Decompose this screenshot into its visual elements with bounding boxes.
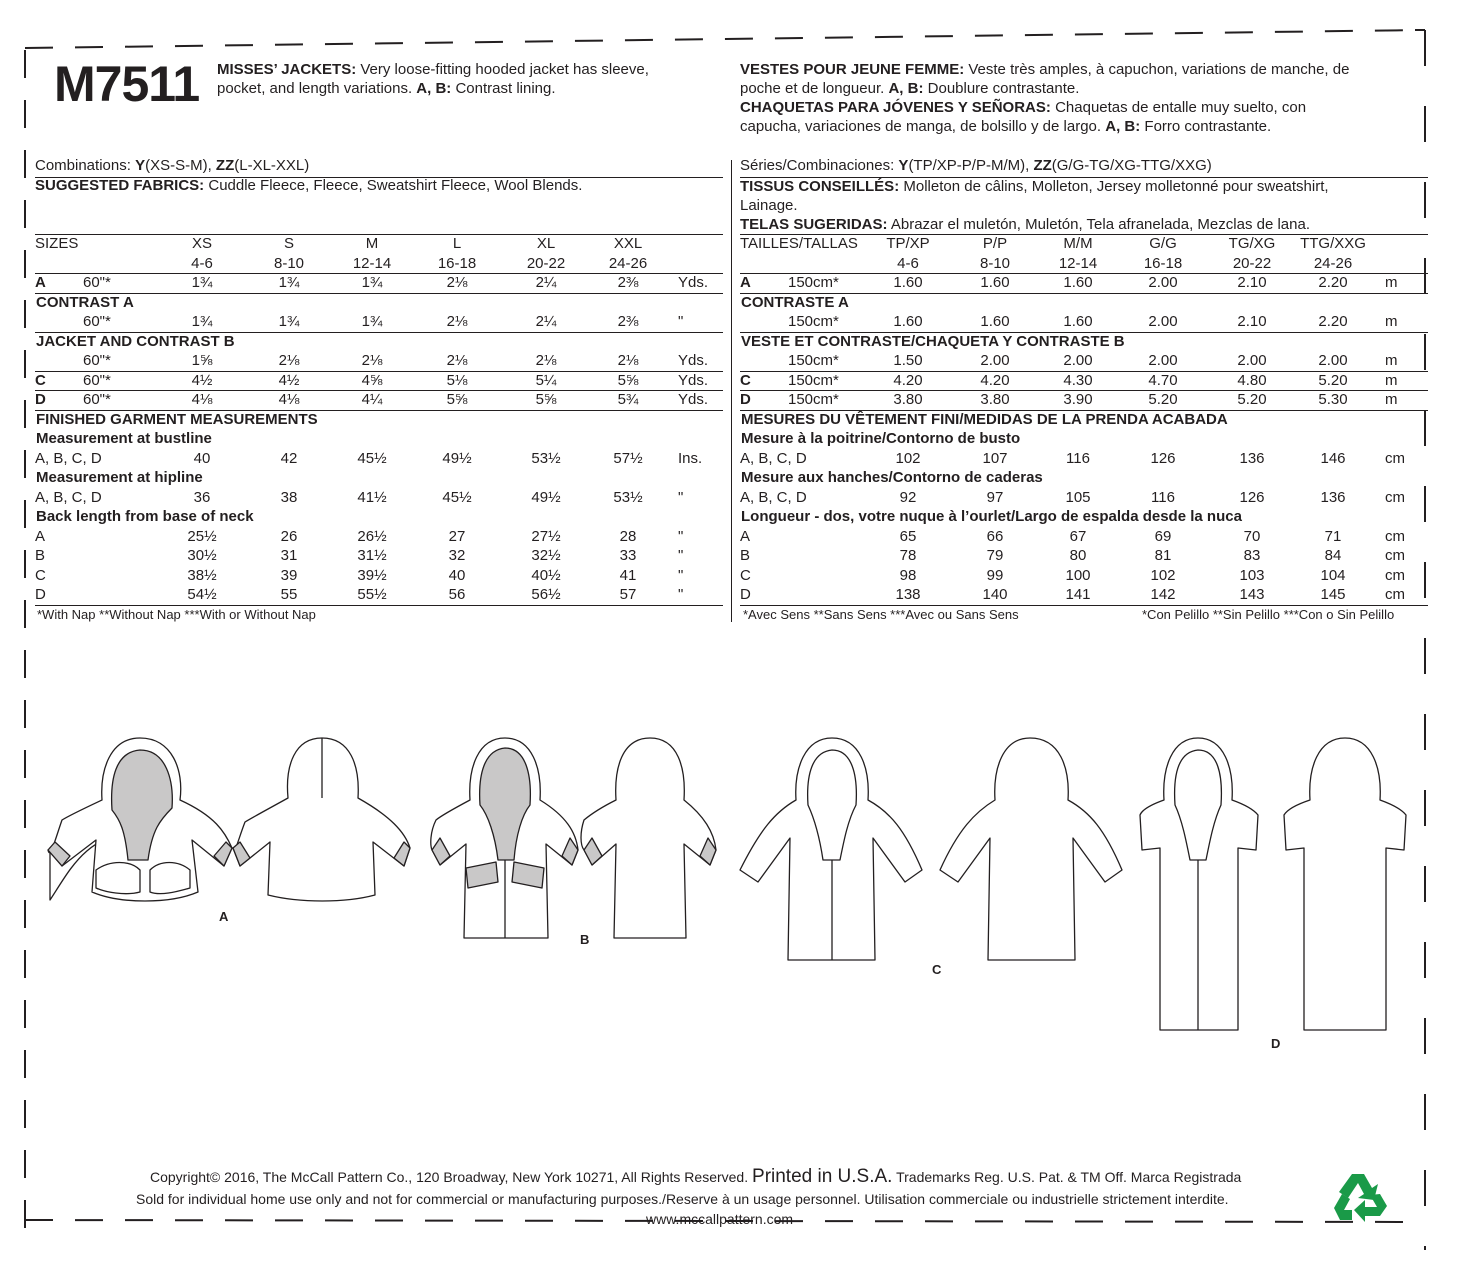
size-name: XXL xyxy=(613,235,643,252)
combo-zz: ZZ xyxy=(215,157,235,174)
view-b-back xyxy=(581,738,716,938)
header-fr-ab-label: A, B: xyxy=(888,80,924,97)
unit: cm xyxy=(1385,449,1405,467)
table-cell: 145 xyxy=(1320,586,1346,603)
unit: Ins. xyxy=(678,449,703,467)
size-range: 8-10 xyxy=(273,254,305,272)
table-cell: 40½ xyxy=(531,566,561,584)
view-label-a: A xyxy=(219,909,229,924)
table-cell: 49½ xyxy=(531,488,561,506)
table-cell: 104 xyxy=(1320,566,1346,584)
header-en-title: MISSES’ JACKETS: xyxy=(217,61,357,78)
combinations-en xyxy=(35,157,309,174)
table-cell: 4⅛ xyxy=(278,391,300,408)
table-cell: 2⅛ xyxy=(446,274,468,291)
table-cell: 140 xyxy=(982,586,1008,603)
table-cell: 4½ xyxy=(191,371,213,389)
table-cell: 100 xyxy=(1065,566,1091,584)
header-en-desc: Very loose-fitting hooded jacket has sleeve, xyxy=(360,61,649,78)
table-cell: 3.90 xyxy=(1063,391,1093,408)
size-range: 20-22 xyxy=(526,254,566,272)
size-name: TG/XG xyxy=(1228,235,1276,252)
fabrics-es-text: Abrazar el muletón, Muletón, Tela afranelada, Mezclas de lana. xyxy=(890,216,1310,233)
combinations-fr xyxy=(740,157,1212,174)
table-cell: 2.00 xyxy=(980,352,1010,369)
unit: " xyxy=(678,313,684,330)
fabrics-en-label: SUGGESTED FABRICS: xyxy=(35,177,205,194)
table-cell: 142 xyxy=(1150,586,1176,603)
table-cell: 97 xyxy=(986,488,1004,506)
header-es-desc2: capucha, variaciones de manga, de bolsillo y de largo. xyxy=(740,118,1102,135)
table-cell: 25½ xyxy=(187,527,217,545)
table-cell: 4.80 xyxy=(1237,371,1267,389)
table-cell: 56 xyxy=(448,586,466,603)
table-cell: 5¾ xyxy=(617,391,639,408)
table-cell: 3.80 xyxy=(980,391,1010,408)
table-cell: 41 xyxy=(619,566,637,584)
footer-line1 xyxy=(150,1166,1241,1188)
sizes-label: SIZES xyxy=(35,235,79,252)
unit: " xyxy=(678,488,684,506)
table-cell: 2.00 xyxy=(1063,352,1093,369)
fabric-width: 60"* xyxy=(83,274,111,291)
table-cell: 81 xyxy=(1154,547,1172,564)
copyright-text: Copyright© 2016, The McCall Pattern Co., 120 Broadway, New York 10271, All Rights Reserved. xyxy=(150,1169,749,1185)
fabric-width: 150cm* xyxy=(788,313,839,330)
table-cell: 27 xyxy=(448,527,466,545)
table-cell: 2¼ xyxy=(535,313,557,330)
table-cell: 1.60 xyxy=(893,313,923,330)
table-cell: 30½ xyxy=(187,547,217,564)
table-cell: 5⅝ xyxy=(535,391,557,408)
header-es-desc: Chaquetas de entalle muy suelto, con xyxy=(1055,99,1307,116)
table-cell: 57½ xyxy=(613,449,643,467)
combo-y-sizes: (XS-S-M), xyxy=(145,157,212,174)
table-cell: 1.60 xyxy=(1063,313,1093,330)
unit: Yds. xyxy=(678,352,709,369)
table-cell: 56½ xyxy=(531,586,561,603)
rule xyxy=(740,605,1428,606)
printed-in: Printed in U.S.A. xyxy=(752,1166,893,1187)
table-cell: 65 xyxy=(899,527,917,545)
table-cell: 4.70 xyxy=(1148,371,1178,389)
size-name: TTG/XXG xyxy=(1300,235,1366,252)
table-cell: 49½ xyxy=(442,449,472,467)
size-name: G/G xyxy=(1149,235,1177,252)
subsection-heading: Measurement at bustline xyxy=(36,430,212,447)
section-heading: VESTE ET CONTRASTE/CHAQUETA Y CONTRASTE B xyxy=(741,332,1125,350)
table-cell: 98 xyxy=(899,566,917,584)
table-cell: 2⅛ xyxy=(361,352,383,369)
combo-fr-zz: ZZ xyxy=(1033,157,1052,174)
table-cell: 107 xyxy=(982,449,1008,467)
table-cell: 1.60 xyxy=(1063,274,1093,291)
size-name: XS xyxy=(191,235,212,252)
table-cell: 67 xyxy=(1069,527,1087,545)
unit: cm xyxy=(1385,488,1405,506)
view-c-front xyxy=(740,738,922,960)
table-cell: 26½ xyxy=(357,527,387,545)
table-cell: 126 xyxy=(1239,488,1265,506)
header-es-ab-text: Forro contrastante. xyxy=(1144,118,1272,135)
table-cell: 84 xyxy=(1324,547,1342,564)
table-cell: 102 xyxy=(1150,566,1176,584)
size-name: P/P xyxy=(982,235,1008,252)
header-fr-desc: Veste très amples, à capuchon, variations de manche, de xyxy=(968,61,1350,78)
fabrics-en-text: Cuddle Fleece, Fleece, Sweatshirt Fleece, Wool Blends. xyxy=(208,177,583,194)
section-heading: CONTRAST A xyxy=(36,293,134,311)
table-cell: 45½ xyxy=(357,449,387,467)
unit: m xyxy=(1385,352,1398,369)
view-label-c: C xyxy=(932,962,942,977)
table-cell: 5¼ xyxy=(535,371,557,389)
view-label-d: D xyxy=(1271,1036,1281,1051)
table-cell: 136 xyxy=(1239,449,1265,467)
table-cell: 71 xyxy=(1324,527,1342,545)
row-label: B xyxy=(740,547,751,564)
table-cell: 103 xyxy=(1239,566,1265,584)
combo-fr-y: Y xyxy=(898,157,909,174)
combo-fr-zz-sizes: (G/G-TG/XG-TTG/XXG) xyxy=(1051,157,1212,174)
table-cell: 31 xyxy=(280,547,298,564)
row-label: C xyxy=(35,371,46,389)
table-cell: 102 xyxy=(895,449,921,467)
row-label: A, B, C, D xyxy=(35,449,102,467)
row-label: D xyxy=(35,391,46,408)
size-range: 16-18 xyxy=(1143,254,1183,272)
fabric-width: 60"* xyxy=(83,352,111,369)
table-cell: 126 xyxy=(1150,449,1176,467)
table-cell: 38½ xyxy=(187,566,217,584)
table-cell: 36 xyxy=(193,488,211,506)
subsection-heading: Back length from base of neck xyxy=(36,508,254,525)
footer-line2: Sold for individual home use only and not for commercial or manufacturing purposes./Reserve à un usage personnel. Utilisation commerciale ou industrielle strictement interdite. xyxy=(136,1191,1229,1207)
table-cell: 5.20 xyxy=(1148,391,1178,408)
table-cell: 1.50 xyxy=(893,352,923,369)
unit: cm xyxy=(1385,547,1405,564)
header-en-ab-text: Contrast lining. xyxy=(455,80,556,97)
fabric-width: 60"* xyxy=(83,391,111,408)
table-cell: 70 xyxy=(1243,527,1261,545)
table-cell: 1.60 xyxy=(980,313,1010,330)
section-heading: FINISHED GARMENT MEASUREMENTS xyxy=(36,410,318,428)
size-range: 24-26 xyxy=(1313,254,1353,272)
row-label: C xyxy=(740,566,751,584)
unit: m xyxy=(1385,391,1398,408)
table-cell: 1¾ xyxy=(278,313,300,330)
table-cell: 45½ xyxy=(442,488,472,506)
table-cell: 55½ xyxy=(357,586,387,603)
row-label: A, B, C, D xyxy=(740,449,807,467)
combo-y: Y xyxy=(135,157,146,174)
view-b-front xyxy=(431,738,578,938)
table-cell: 2⅛ xyxy=(446,352,468,369)
column-divider xyxy=(731,160,732,622)
row-label: A, B, C, D xyxy=(740,488,807,506)
view-d-front xyxy=(1140,738,1258,1030)
combo-zz-sizes: (L-XL-XXL) xyxy=(234,157,310,174)
unit: cm xyxy=(1385,566,1405,584)
view-a-back xyxy=(233,738,410,901)
website-link[interactable]: www.mccallpattern.com xyxy=(646,1211,794,1227)
table-cell: 38 xyxy=(280,488,298,506)
row-label: A xyxy=(740,527,751,545)
unit: " xyxy=(678,566,684,584)
table-cell: 39 xyxy=(280,566,298,584)
footnote-es: *Con Pelillo **Sin Pelillo ***Con o Sin Pelillo xyxy=(1142,607,1395,622)
row-label: A xyxy=(740,274,751,291)
table-cell: 5⅛ xyxy=(446,371,468,389)
pattern-number: M7511 xyxy=(54,56,200,112)
table-cell: 2⅜ xyxy=(617,313,639,330)
header-es-title: CHAQUETAS PARA JÓVENES Y SEÑORAS: xyxy=(740,99,1051,116)
combo-fr-y-sizes: (TP/XP-P/P-M/M), xyxy=(908,157,1030,174)
size-range: 24-26 xyxy=(608,254,648,272)
table-cell: 4½ xyxy=(278,371,300,389)
table-cell: 39½ xyxy=(357,566,387,584)
table-cell: 2.20 xyxy=(1318,274,1348,291)
header-fr-desc2: poche et de longueur. xyxy=(740,80,885,97)
table-cell: 40 xyxy=(193,449,211,467)
unit: " xyxy=(678,547,684,564)
table-cell: 26 xyxy=(280,527,298,545)
table-cell: 4.20 xyxy=(980,371,1010,389)
table-cell: 4¼ xyxy=(361,391,383,408)
table-cell: 2.00 xyxy=(1148,274,1178,291)
table-cell: 2⅛ xyxy=(535,352,557,369)
table-cell: 136 xyxy=(1320,488,1346,506)
fabrics-fr-text2: Lainage. xyxy=(740,197,798,214)
table-cell: 2⅜ xyxy=(617,274,639,291)
size-range: 4-6 xyxy=(191,254,213,272)
table-cell: 4⅝ xyxy=(361,371,383,389)
fabrics-fr-text: Molleton de câlins, Molleton, Jersey molletonné pour sweatshirt, xyxy=(903,178,1329,195)
table-cell: 41½ xyxy=(357,488,387,506)
table-cell: 83 xyxy=(1243,547,1261,564)
table-cell: 2¼ xyxy=(535,274,557,291)
table-cell: 1¾ xyxy=(278,274,300,291)
footnote-en: *With Nap **Without Nap ***With or Without Nap xyxy=(37,607,316,622)
subsection-heading: Mesure aux hanches/Contorno de caderas xyxy=(741,469,1043,486)
view-label-b: B xyxy=(580,932,590,947)
table-cell: 4⅛ xyxy=(191,391,213,408)
size-range: 16-18 xyxy=(437,254,477,272)
header-es-ab-label: A, B: xyxy=(1105,118,1141,135)
table-cell: 32 xyxy=(448,547,466,564)
table-cell: 80 xyxy=(1069,547,1087,564)
table-cell: 143 xyxy=(1239,586,1265,603)
fabrics-fr-label: TISSUS CONSEILLÉS: xyxy=(740,178,900,195)
table-cell: 1¾ xyxy=(361,274,383,291)
table-cell: 2.00 xyxy=(1148,313,1178,330)
unit: cm xyxy=(1385,586,1405,603)
table-cell: 2.00 xyxy=(1237,352,1267,369)
row-label: D xyxy=(740,391,751,408)
unit: Yds. xyxy=(678,274,709,291)
table-cell: 53½ xyxy=(613,488,643,506)
section-heading: JACKET AND CONTRAST B xyxy=(36,332,235,350)
header-en xyxy=(217,60,649,98)
fabrics-es-label: TELAS SUGERIDAS: xyxy=(740,216,888,233)
header-en-ab-label: A, B: xyxy=(416,80,452,97)
table-cell: 1⅝ xyxy=(191,352,213,369)
size-name: L xyxy=(452,235,462,252)
fabric-width: 150cm* xyxy=(788,274,839,291)
unit: Yds. xyxy=(678,371,709,389)
size-name: M/M xyxy=(1063,235,1093,252)
table-cell: 92 xyxy=(899,488,917,506)
table-cell: 1.60 xyxy=(893,274,923,291)
fabric-width: 60"* xyxy=(83,313,111,330)
size-range: 4-6 xyxy=(897,254,919,272)
table-cell: 2.00 xyxy=(1148,352,1178,369)
table-cell: 2⅛ xyxy=(446,313,468,330)
table-cell: 33 xyxy=(619,547,637,564)
row-label: C xyxy=(740,371,751,389)
table-cell: 66 xyxy=(986,527,1004,545)
header-en-desc2: pocket, and length variations. xyxy=(217,80,413,97)
garment-illustrations xyxy=(0,720,1476,1070)
subsection-heading: Mesure à la poitrine/Contorno de busto xyxy=(741,430,1021,447)
table-cell: 54½ xyxy=(187,586,217,603)
combinations-en-label: Combinations: xyxy=(35,157,131,174)
row-label: A xyxy=(35,274,46,291)
table-cell: 105 xyxy=(1065,488,1091,506)
table-cell: 2.20 xyxy=(1318,313,1348,330)
table-cell: 53½ xyxy=(531,449,561,467)
table-cell: 31½ xyxy=(357,547,387,564)
table-cell: 2⅛ xyxy=(278,352,300,369)
size-name: TP/XP xyxy=(886,235,930,252)
fabric-width: 150cm* xyxy=(788,371,839,389)
table-cell: 3.80 xyxy=(893,391,923,408)
table-cell: 78 xyxy=(899,547,917,564)
section-heading: CONTRASTE A xyxy=(741,293,849,311)
table-cell: 5⅝ xyxy=(446,391,468,408)
unit: Yds. xyxy=(678,391,709,408)
size-range: 12-14 xyxy=(352,254,392,272)
table-cell: 57 xyxy=(619,586,637,603)
footnote-fr: *Avec Sens **Sans Sens ***Avec ou Sans Sens xyxy=(743,607,1019,622)
table-cell: 4.20 xyxy=(893,371,923,389)
table-cell: 1¾ xyxy=(361,313,383,330)
view-a-front xyxy=(48,738,232,901)
unit: cm xyxy=(1385,527,1405,545)
table-cell: 27½ xyxy=(531,527,561,545)
table-cell: 2.10 xyxy=(1237,313,1267,330)
header-fr-title: VESTES POUR JEUNE FEMME: xyxy=(740,61,965,78)
table-cell: 116 xyxy=(1066,449,1090,467)
table-cell: 2.00 xyxy=(1318,352,1348,369)
recycle-icon xyxy=(1330,1170,1392,1224)
unit: " xyxy=(678,527,684,545)
row-label: A xyxy=(35,527,46,545)
fabrics-fr xyxy=(740,177,1329,234)
unit: " xyxy=(678,586,684,603)
section-heading: MESURES DU VÊTEMENT FINI/MEDIDAS DE LA PRENDA ACABADA xyxy=(741,410,1228,428)
table-cell: 1.60 xyxy=(980,274,1010,291)
size-range: 8-10 xyxy=(979,254,1011,272)
size-name: M xyxy=(365,235,379,252)
sizes-label: TAILLES/TALLAS xyxy=(740,235,858,252)
fabric-width: 150cm* xyxy=(788,391,839,408)
rule xyxy=(35,293,723,294)
table-cell: 42 xyxy=(280,449,298,467)
view-c-back xyxy=(940,738,1122,960)
table-cell: 55 xyxy=(280,586,298,603)
row-label: D xyxy=(740,586,751,603)
table-cell: 28 xyxy=(619,527,637,545)
table-cell: 1¾ xyxy=(191,313,213,330)
combinations-fr-label: Séries/Combinaciones: xyxy=(740,157,895,174)
size-range: 20-22 xyxy=(1232,254,1272,272)
table-cell: 99 xyxy=(986,566,1004,584)
trademarks-text: Trademarks Reg. U.S. Pat. & TM Off. Marca Registrada xyxy=(896,1169,1242,1185)
unit: m xyxy=(1385,313,1398,330)
row-label: B xyxy=(35,547,46,564)
table-cell: 5.20 xyxy=(1318,371,1348,389)
table-cell: 5⅝ xyxy=(617,371,639,389)
view-d-back xyxy=(1284,738,1406,1030)
unit: m xyxy=(1385,274,1398,291)
subsection-heading: Longueur - dos, votre nuque à l’ourlet/Largo de espalda desde la nuca xyxy=(741,508,1242,525)
table-cell: 1¾ xyxy=(191,274,213,291)
header-fr-es xyxy=(740,60,1349,136)
table-cell: 4.30 xyxy=(1063,371,1093,389)
row-label: A, B, C, D xyxy=(35,488,102,506)
row-label: C xyxy=(35,566,46,584)
table-cell: 146 xyxy=(1320,449,1346,467)
table-cell: 116 xyxy=(1151,488,1175,506)
fabric-width: 150cm* xyxy=(788,352,839,369)
subsection-heading: Measurement at hipline xyxy=(36,469,203,486)
table-cell: 32½ xyxy=(531,547,561,564)
table-cell: 5.30 xyxy=(1318,391,1348,408)
fabrics-en xyxy=(35,177,582,194)
size-name: XL xyxy=(536,235,556,252)
unit: m xyxy=(1385,371,1398,389)
table-cell: 40 xyxy=(448,566,466,584)
rule xyxy=(35,605,723,606)
fabric-width: 60"* xyxy=(83,371,111,389)
row-label: D xyxy=(35,586,46,603)
size-range: 12-14 xyxy=(1058,254,1098,272)
table-cell: 138 xyxy=(895,586,921,603)
table-cell: 141 xyxy=(1065,586,1091,603)
table-cell: 2⅛ xyxy=(617,352,639,369)
header-fr-ab-text: Doublure contrastante. xyxy=(927,80,1080,97)
size-name: S xyxy=(283,235,294,252)
table-cell: 5.20 xyxy=(1237,391,1267,408)
table-cell: 69 xyxy=(1154,527,1172,545)
table-cell: 79 xyxy=(986,547,1004,564)
table-cell: 2.10 xyxy=(1237,274,1267,291)
